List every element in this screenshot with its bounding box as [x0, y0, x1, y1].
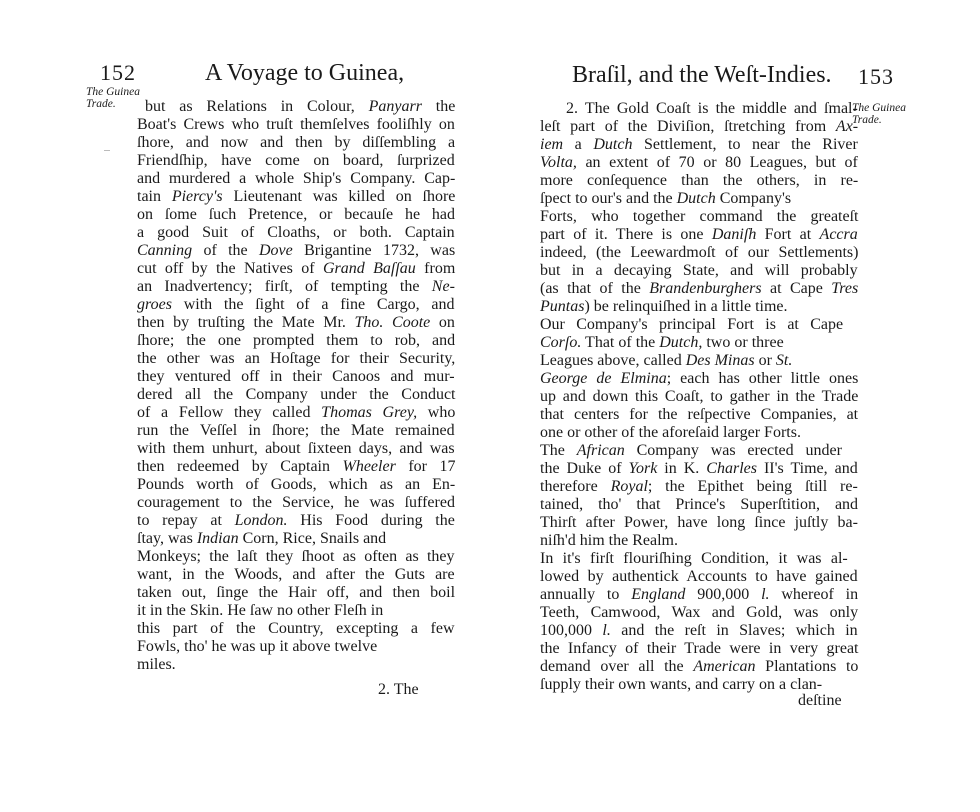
text-segment: Forts, who together command the greateſt: [540, 208, 859, 225]
text-line: [540, 190, 791, 208]
text-line: [137, 512, 455, 530]
text-line: [137, 620, 455, 638]
italic-text: l.: [602, 622, 611, 639]
text-line: [540, 352, 792, 370]
text-segment: tained, tho' that Prince's Superſtition, and: [540, 496, 859, 513]
text-line: [137, 206, 455, 224]
text-segment: ſpect to our's and the: [540, 190, 677, 207]
italic-text: Indian: [196, 530, 239, 547]
italic-text: Dove: [259, 242, 293, 259]
text-line: [540, 604, 858, 622]
text-line: [540, 568, 858, 586]
italic-text: iem: [540, 136, 564, 153]
text-line: [540, 514, 858, 532]
text-segment: ; each has other little ones: [666, 370, 859, 387]
text-line: [137, 566, 455, 584]
text-segment: annually to: [540, 586, 632, 603]
text-line: [540, 316, 843, 334]
text-segment: leſt part of the Diviſion, ſtretching from: [540, 118, 836, 135]
text-line: [137, 224, 455, 242]
text-line: [137, 116, 455, 134]
italic-text: St.: [775, 352, 793, 369]
text-segment: in K.: [657, 460, 707, 477]
italic-text: Royal: [610, 478, 648, 495]
italic-text: George de Elmina: [540, 370, 667, 387]
italic-text: Ax-: [835, 118, 859, 135]
text-segment: ; the Epithet being ſtill re-: [647, 478, 858, 495]
text-line: [137, 638, 377, 656]
right-page-number: 153: [858, 64, 894, 89]
text-segment: that centers for the reſpective Companies, at: [540, 406, 859, 423]
text-segment: II's Time, and: [756, 460, 858, 477]
text-line: [540, 532, 678, 550]
text-segment: Brigantine 1732, was: [292, 242, 456, 259]
text-line: [540, 496, 858, 514]
text-segment: and murdered a whole Ship's Company. Cap-: [137, 170, 456, 187]
text-line: [540, 406, 858, 424]
text-segment: Company was erected under: [624, 442, 842, 459]
text-line: [540, 154, 858, 172]
right-catchword: deſtine: [798, 692, 842, 709]
text-line: [137, 152, 455, 170]
text-segment: Fort at: [756, 226, 820, 243]
left-running-title: A Voyage to Guinea,: [205, 60, 405, 86]
left-margin-note-line-2: Trade.: [86, 98, 116, 110]
italic-text: Dutch: [593, 136, 633, 153]
text-line: [540, 226, 858, 244]
text-segment: at Cape: [761, 280, 832, 297]
left-margin-note: [86, 86, 140, 110]
text-segment: the Duke of: [540, 460, 629, 477]
italic-text: London.: [234, 512, 288, 529]
text-segment: Thirſt after Power, have long ſince juſtly ba-: [540, 514, 858, 531]
text-segment: Company's: [715, 190, 792, 207]
text-segment: Leagues above, called: [540, 352, 686, 369]
text-segment: an Inadvertency; firſt, of tempting the: [137, 278, 432, 295]
italic-text: Des Minas: [685, 352, 755, 369]
text-segment: on ſome ſuch Pretence, or becauſe he had: [137, 206, 456, 223]
text-line: [137, 350, 455, 368]
text-segment: ſhore; the one prompted them to rob, and: [137, 332, 456, 349]
text-line: [137, 332, 455, 350]
text-line: [540, 388, 858, 406]
text-segment: Pounds worth of Goods, which as an En-: [137, 476, 456, 493]
right-margin-note-line-2: Trade.: [852, 114, 882, 126]
text-segment: Lieutenant was killed on ſhore: [222, 188, 456, 205]
text-line: [137, 602, 383, 620]
text-segment: cut off by the Natives of: [137, 260, 323, 277]
text-segment: who: [417, 404, 456, 421]
italic-text: Tres: [831, 280, 859, 297]
text-segment: this part of the Country, excepting a few: [137, 620, 455, 637]
text-segment: 2. The Gold Coaſt is the middle and ſmal-: [566, 100, 858, 117]
text-line: [137, 530, 386, 548]
text-segment: (as that of the: [540, 280, 650, 297]
text-line: [540, 442, 842, 460]
text-line: [137, 368, 455, 386]
italic-text: African: [576, 442, 625, 459]
text-segment: an extent of 70 or 80 Leagues, but of: [576, 154, 858, 171]
text-line: [540, 172, 858, 190]
text-segment: tain: [137, 188, 172, 205]
text-segment: but as Relations in Colour,: [145, 98, 369, 115]
italic-text: Grand Baſſau: [322, 260, 416, 277]
text-line: [137, 260, 455, 278]
text-segment: of a Fellow they called: [137, 404, 322, 421]
text-line: [137, 242, 455, 260]
text-segment: it in the Skin. He ſaw no other Fleſh in: [137, 602, 384, 619]
text-segment: ſtay, was: [137, 530, 197, 547]
text-segment: Boat's Crews who truſt themſelves fooliſhly on: [137, 116, 455, 133]
text-line: [540, 640, 859, 658]
text-segment: 100,000: [540, 622, 603, 639]
italic-text: l.: [761, 586, 770, 603]
text-line: [137, 548, 455, 566]
text-line: [540, 460, 858, 478]
left-catchword: 2. The: [378, 681, 419, 698]
text-line: [137, 422, 455, 440]
text-line: [540, 334, 784, 352]
text-segment: of the: [192, 242, 259, 259]
text-line: [540, 118, 858, 136]
text-line: [540, 658, 858, 676]
italic-text: Wheeler: [342, 458, 396, 475]
text-segment: Plantations to: [755, 658, 859, 675]
italic-text: Charles: [706, 460, 757, 477]
italic-text: Dutch: [676, 190, 716, 207]
text-line: [540, 280, 858, 298]
right-running-title: [572, 62, 832, 89]
text-line: [137, 476, 455, 494]
text-segment: ſupply their own wants, and carry on a clan-: [540, 676, 823, 693]
text-line: [540, 298, 788, 316]
text-line: [540, 208, 858, 226]
text-segment: miles.: [137, 656, 176, 673]
text-line: [540, 622, 858, 640]
text-segment: His Food during the: [287, 512, 455, 529]
text-segment: couragement to the Service, he was ſuffered: [137, 494, 455, 511]
text-segment: but in a decaying State, and will probably: [540, 262, 858, 279]
text-line: [137, 440, 455, 458]
text-segment: 900,000: [685, 586, 762, 603]
italic-text: Piercy's: [171, 188, 223, 205]
text-line: [137, 170, 455, 188]
text-line: [566, 100, 858, 118]
italic-text: York: [628, 460, 658, 477]
text-segment: to repay at: [137, 512, 235, 529]
text-segment: Our Company's principal Fort is at Cape: [540, 316, 844, 333]
text-line: [137, 656, 176, 674]
text-segment: more conſequence than the others, in re-: [540, 172, 859, 189]
italic-text: England: [631, 586, 686, 603]
left-margin-note-line-1: The Guinea: [86, 86, 140, 98]
text-segment: ) be relinquiſhed in a little time.: [584, 298, 788, 315]
text-segment: from: [415, 260, 456, 277]
italic-text: Ne-: [431, 278, 455, 295]
italic-text: Canning: [137, 242, 193, 259]
italic-text: Accra: [819, 226, 858, 243]
text-segment: then redeemed by Captain: [137, 458, 343, 475]
text-segment: Fowls, tho' he was up it above twelve: [137, 638, 378, 655]
text-segment: therefore: [540, 478, 611, 495]
text-line: [137, 278, 455, 296]
italic-text: groes: [137, 296, 172, 313]
text-line: [540, 136, 858, 154]
italic-text: Dutch,: [659, 334, 703, 351]
text-segment: one or other of the aforeſaid larger Forts.: [540, 424, 801, 441]
text-line: [137, 458, 455, 476]
text-line: [137, 296, 455, 314]
text-line: [540, 478, 858, 496]
text-segment: ſhore, and now and then by diſſembling a: [137, 134, 456, 151]
text-segment: lowed by authentick Accounts to have gained: [540, 568, 858, 585]
text-line: [137, 188, 455, 206]
text-segment: and the reſt in Slaves; which in: [610, 622, 858, 639]
right-margin-note: [852, 102, 906, 126]
text-segment: then by truſting the Mate Mr.: [137, 314, 355, 331]
text-segment: That of the: [581, 334, 660, 351]
italic-text: Daniſh: [711, 226, 757, 243]
text-segment: In it's firſt flouriſhing Condition, it was al-: [540, 550, 848, 567]
page-mark: [104, 150, 110, 151]
text-line: [540, 676, 822, 694]
text-line: [540, 424, 801, 442]
text-line: [540, 370, 858, 388]
text-line: [540, 244, 858, 262]
text-segment: niſh'd him the Realm.: [540, 532, 678, 549]
text-segment: or: [754, 352, 776, 369]
text-line: [137, 584, 455, 602]
right-running-title-text: Braſil, and the Weſt-Indies.: [572, 62, 832, 88]
left-page-number: 152: [100, 60, 136, 85]
text-line: [137, 134, 455, 152]
italic-text: Thomas Grey,: [321, 404, 418, 421]
text-line: [137, 314, 455, 332]
text-segment: the Infancy of their Trade were in very great: [540, 640, 859, 657]
text-segment: with them unhurt, about ſixteen days, and was: [137, 440, 455, 457]
text-segment: Settlement, to near the River: [632, 136, 858, 153]
text-segment: the: [421, 98, 456, 115]
italic-text: Panyarr: [368, 98, 422, 115]
text-segment: two or three: [702, 334, 784, 351]
right-margin-note-line-1: The Guinea: [852, 102, 906, 114]
text-segment: a good Suit of Cloaths, or both. Captain: [137, 224, 455, 241]
italic-text: Puntas: [540, 298, 585, 315]
italic-text: Corſo.: [540, 334, 582, 351]
italic-text: Tho. Coote: [354, 314, 431, 331]
text-segment: a: [563, 136, 594, 153]
text-line: [540, 550, 848, 568]
text-segment: run the Veſſel in ſhore; the Mate remained: [137, 422, 455, 439]
text-segment: part of it. There is one: [540, 226, 712, 243]
text-segment: Corn, Rice, Snails and: [238, 530, 387, 547]
text-segment: The: [540, 442, 577, 459]
text-segment: demand over all the: [540, 658, 694, 675]
text-segment: with the ſight of a fine Cargo, and: [171, 296, 455, 313]
text-segment: indeed, (the Leewardmoſt of our Settlements): [540, 244, 859, 261]
text-segment: taken out, ſinge the Hair off, and then boil: [137, 584, 456, 601]
text-segment: whereof in: [769, 586, 859, 603]
italic-text: American: [693, 658, 756, 675]
text-line: [540, 262, 858, 280]
text-segment: Teeth, Camwood, Wax and Gold, was only: [540, 604, 859, 621]
text-line: [137, 386, 455, 404]
text-segment: up and down this Coaſt, to gather in the Trade: [540, 388, 859, 405]
text-segment: the other was an Hoſtage for their Security,: [137, 350, 456, 367]
text-segment: on: [430, 314, 455, 331]
italic-text: Volta,: [540, 154, 577, 171]
text-segment: they ventured off in their Canoos and mur-: [137, 368, 455, 385]
text-segment: for 17: [395, 458, 456, 475]
text-line: [145, 98, 455, 116]
text-segment: want, in the Woods, and after the Guts are: [137, 566, 455, 583]
text-line: [137, 494, 455, 512]
text-segment: Friendſhip, have come on board, ſurprized: [137, 152, 455, 169]
text-segment: dered all the Company under the Conduct: [137, 386, 456, 403]
text-segment: Monkeys; the laſt they ſhoot as often as they: [137, 548, 455, 565]
text-line: [540, 586, 858, 604]
italic-text: Brandenburghers: [649, 280, 762, 297]
text-line: [137, 404, 455, 422]
